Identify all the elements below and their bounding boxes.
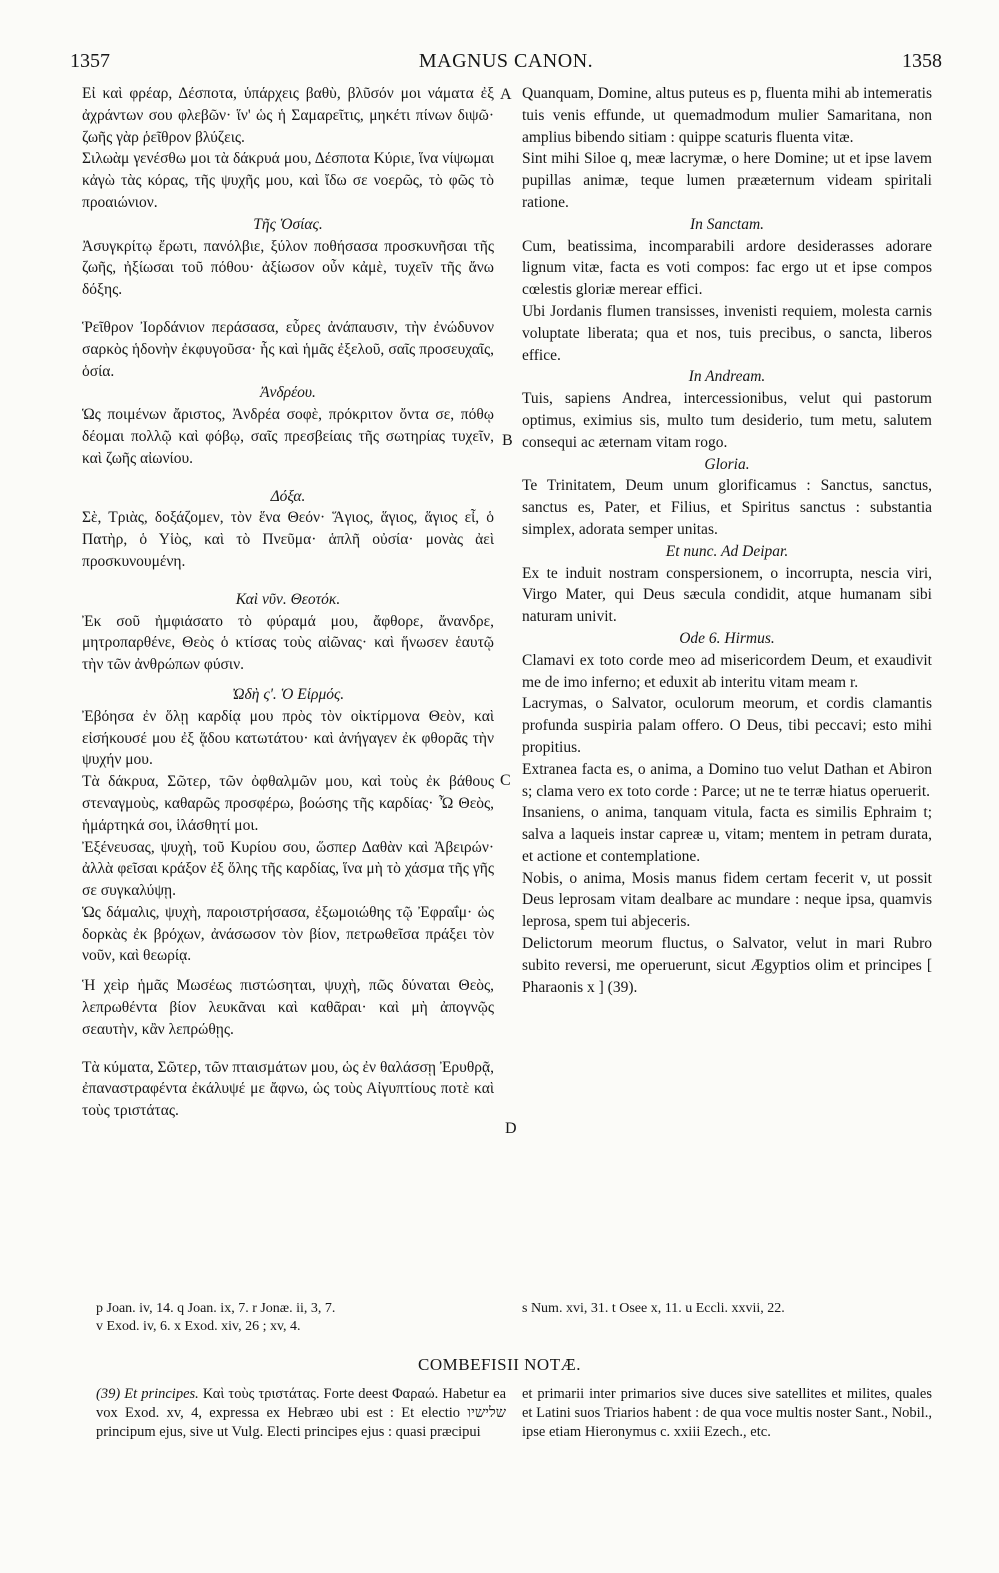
margin-marker-b: B (502, 432, 513, 449)
section-heading: Τῆς Ὁσίας. (253, 215, 323, 233)
margin-marker-a: A (500, 86, 512, 103)
section-heading: Et nunc. Ad Deipar. (665, 542, 789, 560)
latin-paragraph: Ex te induit nostram conspersionem, o incorrupta, nescia viri, Virgo Mater, qui Deus sæcula condidit, atque humanam sibi naturam univit. (522, 564, 932, 626)
latin-paragraph: Nobis, o anima, Mosis manus fidem certam fecerit v, ut possit Deus leprosam vitam dealbare ac mundare : neque ipsa, quamvis leprosa, spem tui abjeceris. (522, 869, 932, 931)
greek-paragraph: Ῥεῖθρον Ἰορδάνιον περάσασα, εὗρες ἀνάπαυσιν, τὴν ἐνώδυνον σαρκὸς ἡδονὴν ἐκφυγοῦσα· ἧς καὶ ἡμᾶς ἐξελοῦ, σαῖς προσευχαῖς, ὁσία. (82, 318, 494, 380)
section-heading: Ὠδὴ ς'. Ὁ Εἱρμός. (231, 685, 345, 703)
page-number-left: 1357 (70, 50, 110, 72)
section-heading: Καὶ νῦν. Θεοτόκ. (235, 590, 341, 608)
greek-paragraph: Ἡ χεὶρ ἡμᾶς Μωσέως πιστώσηται, ψυχὴ, πῶς δύναται Θεὸς, λεπρωθέντα βίον λευκᾶναι καὶ καθᾶραι· καὶ μὴ ἀπογνῷς σεαυτὴν, κἂν λεπρώθῃς. (82, 977, 494, 1038)
latin-paragraph: Extranea facta es, o anima, a Domino tuo velut Dathan et Abiron s; clama vero ex toto corde : Parce; ut ne te terræ hiatus operuerit. (522, 760, 932, 800)
section-heading: Ode 6. Hirmus. (679, 629, 775, 647)
greek-paragraph: Τὰ δάκρυα, Σῶτερ, τῶν ὀφθαλμῶν μου, καὶ τοὺς ἐκ βάθους στεναγμοὺς, καθαρῶς προσφέρω, βοώσης τῆς καρδίας· Ὦ Θεὸς, ἡμάρτηκά σοι, ἱλάσθητί μοι. (82, 773, 494, 834)
page-header (70, 50, 942, 78)
section-heading: Ἀνδρέου. (260, 384, 316, 402)
running-title: MAGNUS CANON. (418, 50, 594, 72)
latin-paragraph: Ubi Jordanis flumen transisses, invenisti requiem, molesta carnis voluptate liberata; qua et nos, tuis precibus, o sancta, liberos effice. (522, 302, 932, 364)
greek-paragraph: Σὲ, Τριὰς, δοξάζομεν, τὸν ἕνα Θεόν· Ἅγιος, ἅγιος, ἅγιος εἶ, ὁ Πατὴρ, ὁ Υἱὸς, καὶ τὸ Πνεῦμα· ἁπλῆ οὐσία· μονὰς ἀεὶ προσκυνουμένη. (82, 509, 494, 570)
notes-heading: COMBEFISII NOTÆ. (418, 1355, 581, 1374)
latin-paragraph: Te Trinitatem, Deum unum glorificamus : Sanctus, sanctus, sanctus es, Pater, et Filius, et Spiritus sanctus : substantia simplex, adorata semper unitas. (522, 477, 932, 538)
latin-paragraph: Sint mihi Siloe q, meæ lacrymæ, o here Domine; ut et ipse lavem pupillas animæ, teque lumen prææternum videam spiritali ratione. (522, 150, 932, 211)
greek-paragraph: Ἐβόησα ἐν ὅλῃ καρδίᾳ μου πρὸς τὸν οἰκτίρμονα Θεὸν, καὶ εἰσήκουσέ μου ἐξ ᾅδου κατωτάτου· καὶ ἀνήγαγεν ἐκ φθορᾶς τὴν ψυχήν μου. (82, 707, 494, 769)
greek-paragraph: Ἐκ σοῦ ἠμφιάσατο τὸ φύραμά μου, ἄφθορε, ἄνανδρε, μητροπαρθένε, Θεὸς ὁ κτίσας τοὺς αἰῶνας· καὶ ἥνωσεν ἑαυτῷ τὴν τῶν ἀνθρώπων φύσιν. (82, 612, 494, 674)
latin-column (522, 83, 932, 998)
latin-paragraph: Lacrymas, o Salvator, oculorum meorum, et cordis clamantis profunda suspiria palam offero. O Deus, tibi peccavi; esto mihi propitius. (522, 695, 932, 756)
margin-marker-d: D (505, 1120, 517, 1137)
greek-paragraph: Ὡς δάμαλις, ψυχὴ, παροιστρήσασα, ἐξωμοιώθης τῷ Ἐφραΐμ· ὡς δορκὰς ἐκ βρόχων, ἀνάσωσον τὸν βίον, πετρωθεῖσα πράξει τὸν νοῦν, καὶ θεωρίᾳ. (82, 903, 494, 965)
notes-left-column (96, 1385, 506, 1442)
greek-paragraph: Ὡς ποιμένων ἄριστος, Ἀνδρέα σοφὲ, πρόκριτον ὄντα σε, πόθῳ δέομαι πολλῷ καὶ φόβῳ, σαῖς πρεσβείαις τῆς σωτηρίας τυχεῖν, καὶ ζωῆς αἰωνίου. (82, 406, 494, 467)
note-text: Καὶ τοὺς τριστάτας. Forte deest Φαραώ. Habetur ea vox Exod. xv, 4, expressa ex Hebræo ubi est : Et electio שלישיו principum ejus, sive ut Vulg. Electi principes ejus : quasi præcipui (96, 1386, 507, 1440)
greek-paragraph: Ἀσυγκρίτῳ ἔρωτι, πανόλβιε, ξύλον ποθήσασα προσκυνῆσαι τῆς ζωῆς, ἠξίωσαι τοῦ πόθου· ἀξίωσον οὖν κἀμὲ, τυχεῖν τῆς ἄνω δόξης. (82, 237, 494, 299)
latin-paragraph: Quanquam, Domine, altus puteus es p, fluenta mihi ab intemeratis tuis venis effunde, ut quemadmodum mulier Samaritana, non amplius bibendo sitiam : quippe scaturis fluenta vitæ. (522, 85, 932, 146)
footnote-line: v Exod. iv, 6. x Exod. xiv, 26 ; xv, 4. (96, 1319, 301, 1334)
note-text: et primarii inter primarios sive duces sive satellites et milites, quales et Latini suos Triarios habent : de qua voce multis noster Sant., Nobil., ipse etiam Hieronymus c. xxiii Ezech., etc. (522, 1386, 932, 1440)
section-heading: Gloria. (704, 455, 750, 473)
section-heading: In Sanctam. (689, 215, 765, 233)
greek-paragraph: Εἰ καὶ φρέαρ, Δέσποτα, ὑπάρχεις βαθὺ, βλῦσόν μοι νάματα ἐξ ἀχράντων σου φλεβῶν· ἵν' ὡς ἡ Σαμαρεῖτις, μηκέτι πίνων διψῶ· ζωῆς γὰρ ῥεῖθρον βλύζεις. (82, 85, 494, 146)
greek-column (82, 83, 494, 1122)
notes-right-column (522, 1385, 932, 1442)
latin-paragraph: Tuis, sapiens Andrea, intercessionibus, velut qui pastorum optimus, eximius sis, multo tum desiderio, tum metu, salutem consequi ac æternam vitam rogo. (522, 390, 932, 451)
greek-paragraph: Ἐξένευσας, ψυχὴ, τοῦ Κυρίου σου, ὥσπερ Δαθὰν καὶ Ἀβειρών· ἀλλὰ φεῖσαι κράξον ἐξ ὅλης τῆς καρδίας, ἵνα μὴ τὸ χάσμα τῆς γῆς σε συγκαλύψῃ. (82, 838, 494, 900)
section-heading: Δόξα. (270, 487, 306, 505)
footnotes-left (96, 1300, 516, 1336)
note-lemma: (39) Et principes. (96, 1386, 199, 1402)
greek-paragraph: Σιλωὰμ γενέσθω μοι τὰ δάκρυά μου, Δέσποτα Κύριε, ἵνα νίψωμαι κἀγὼ τὰς κόρας, τῆς ψυχῆς μου, καὶ ἴδω σε νοερῶς, τὸ φῶς τὸ προαιώνιον. (82, 150, 494, 211)
section-heading: In Andream. (688, 368, 766, 386)
page-number-right: 1358 (902, 50, 942, 72)
latin-paragraph: Clamavi ex toto corde meo ad misericordem Deum, et exaudivit me de imo inferno; et eduxit ab interitu vitam meam r. (522, 651, 932, 691)
greek-paragraph: Τὰ κύματα, Σῶτερ, τῶν πταισμάτων μου, ὡς ἐν θαλάσσῃ Ἐρυθρᾷ, ἐπαναστραφέντα ἐκάλυψέ με ἄφνω, ὡς τοὺς Αἰγυπτίους ποτὲ καὶ τοὺς τριστάτας. (82, 1058, 494, 1120)
footnotes-right (522, 1300, 932, 1318)
latin-paragraph: Insaniens, o anima, tanquam vitula, facta es similis Ephraim t; salva a laqueis instar capreæ u, vitam; mentem in petram durata, et actione et contemplatione. (522, 804, 932, 865)
footnote-line: p Joan. iv, 14. q Joan. ix, 7. r Jonæ. ii, 3, 7. (96, 1301, 336, 1316)
latin-paragraph: Delictorum meorum fluctus, o Salvator, velut in mari Rubro subito reversi, me operuerunt, sicut Ægyptios olim et principes [ Pharaonis x ] (39). (522, 935, 932, 996)
footnote-line: s Num. xvi, 31. t Osee x, 11. u Eccli. xxvii, 22. (522, 1301, 785, 1316)
latin-paragraph: Cum, beatissima, incomparabili ardore desiderasses adorare lignum vitæ, facta es voti compos: fac ergo ut et ipse compos cœlestis gloriæ merear effici. (522, 237, 932, 299)
margin-marker-c: C (500, 772, 511, 789)
